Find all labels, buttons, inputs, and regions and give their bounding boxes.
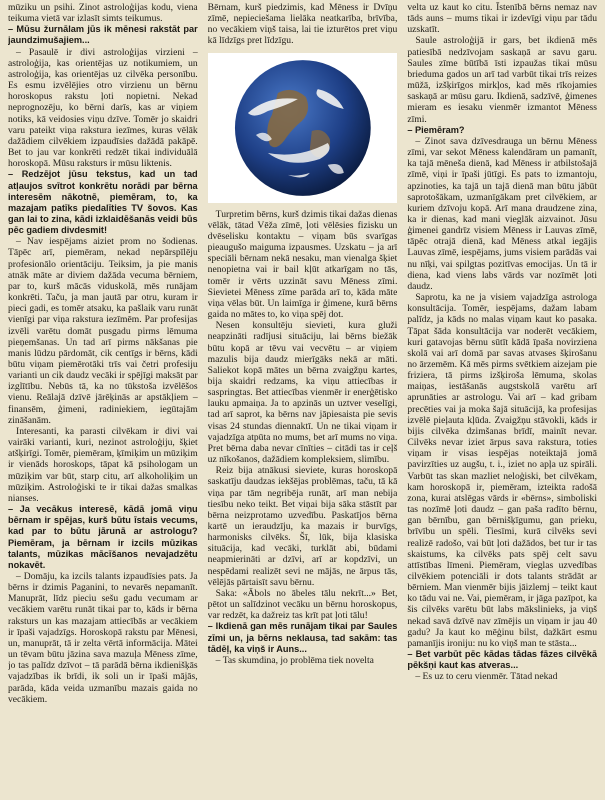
interview-question: – Mūsu žurnālam jūs ik mēnesi rakstāt par jaundzimušajiem... xyxy=(8,24,198,46)
paragraph: – Zinot sava dzīvesdrauga un bērnu Mēness zīmi, var sekot Mēness kalendāram un pamanīt, ka tajā mēneša dienā, kad Mēness ir atbilstošajā zīmē, viņi ir īpaši jūtīgi. Es pats to izmantoju, apzinoties, ka tajā un tajā dienā man būtu jābūt saprotošākam, uzmanīgākam pret cilvēkiem, ar kuriem dzīvoju kopā. Arī mana draudzene zina, ka ir dienas, kad mani vieglāk aizvainot. Jūsu ģimenei gandrīz visiem Mēness ir Lauvas zīmē, tāpēc otrajā dienā, kad Mēness atkal iegājis Lauvas zīmē, iespējams, jums visiem parādās vai nu nīķi, vai spilgtas pozitīvas emocijas. Un tā ir diena, kad viens labs vārds var nozīmēt ļoti daudz. xyxy=(407,135,598,292)
interview-question: – Bet varbūt pēc kādas tādas fāzes cilvēkā pēkšņi kaut kas atveras... xyxy=(407,649,598,671)
interview-question: – Redzējot jūsu tekstus, kad un tad atļaujos svītrot konkrētu norādi par bērna interesēm nākotnē, piemēram, to, ka mazajam patīks piedalīties TV šovos. Kas gan lai to zina, kādi izklaidēšanās veidi būs pēc gadiem divdesmit! xyxy=(8,169,198,236)
interview-question: – Ja vecākus interesē, kādā jomā viņu bērnam ir spējas, kurš būtu īstais vecums, kad par to būtu jārunā ar astrologu? Piemēram, ja bērnam ir izcils mūzikas talants, mūzikas mācīšanos nevajadzētu nokavēt. xyxy=(8,504,198,570)
paragraph: Interesanti, ka parasti cilvēkam ir divi vai vairāki varianti, kuri, nezinot astroloģiju, šķiet atšķirīgi. Tomēr, piemēram, ķīmiķim un mūziķim ir vienāds horoskops, tāpat kā psihologam un mūziķim var būt, starp citu, arī alkoholiķim un mūziķim. Astroloģiski te ir tikai dažas smalkas nianses. xyxy=(8,425,198,504)
text-column-3 xyxy=(407,2,597,800)
interview-question: – Ikdienā gan mēs runājam tikai par Saules zīmi un, ja bērns neklausa, tad sakām: tas tādēļ, ka viņš ir Auns... xyxy=(207,621,398,654)
paragraph: – Es uz to ceru vienmēr. Tātad nekad xyxy=(415,671,558,683)
paragraph: – Tas skumdina, jo problēma tiek novelta xyxy=(215,654,374,666)
paragraph: – Domāju, ka izcils talants izpaudīsies pats. Ja bērns ir dzimis Paganini, to nevarēs nepamanīt. Manuprāt, līdz pieciu sešu gadu vecumam ar vecākiem varētu runāt tikai par to, kāds ir bērna raksturs un kas mazajam attiecībās ar vecākiem ir īpaši vajadzīgs. Horoskopā rakstu par Mēnesi, un, manuprāt, tā ir zelta vērtā informācija. Mātei un tēvam būtu jāzina sava mazuļa Mēness zīme, jo tas palīdz dzīvot – tā parādā bērna ikdienišķās vajadzības ik brīdi, ik soli un ir īpaši mājās, parāda, kāda veida uzmanību mazais gaida no vecākiem. xyxy=(8,570,198,705)
paragraph: Saprotu, ka ne ja visiem vajadzīga astrologa konsultācija. Tomēr, iespējams, dažam labam palīdz, ja kāds no malas viņam kaut ko pasaka. Tāpat šāda konsultācija var noderēt vecākiem, kuri gatavojas bērnu sūtīt kādā īpaša novirziena skolā vai arī domā par savas atvases šķirošanu no ārzemēm. Kā mēs pirms svētkiem aizejam pie friziera, tā pirms izšķiroša lēmuma, skolas maiņas, iestāšanās augstskolā varētu arī aprunāties ar astrologu. Vai arī – kad gribam precēties vai ja moka šajā situācijā, ka profesijas izvēlē pieļauta kļūda. Zvaigžņu stāvokli, kāds ir bijis cilvēka dzimšanas brīdī, mainīt nevar. Cilvēks nevar iziet ārpus sava rakstura, toties viņam ir visas iespējas noteiktajā jomā pavirzīties uz augšu, t. i., iziet no apļa uz spirāli. Varbūt tas skan mazliet neloģiski, bet cilvēkam, kam horoskopā ir, piemēram, izteikta radošā zona, kurai atslēgas vārds ir «bērns», simboliski tas nozīmē ļoti daudz – gan paša radīto bērnu, gan bērnību, gan bērnišķīgumu, gan prieku, brīvību un spēli. Tiesīmi, kurā cilvēks sevi realizē radošo, vai būt ļoti dažādos, bet tur ir tas skaistums, ka cilvēks pats spēj celt savu attīstības līmeni. Piemēram, vieglas uzvedības cilvēkiem potenciāli ir dots talants strādāt ar bērniem. Man vienmēr bijis jāizlemj – teikt kaut ko tādu vai ne. Vai, piemēram, ir jāga pazīpot, ka šis cilvēks varētu būt labs mākslinieks, ja viņš nekad savā dzīvē nav zīmējis un viņam ir jau 40 gadu? Ja kaut ko mēģinu bilst, dažkārt esmu pamanījis ironiju: nu ko viņš man te stāsta... xyxy=(407,292,598,649)
paragraph: Turpretim bērns, kurš dzimis tikai dažas dienas vēlāk, tātad Vēža zīmē, ļoti vēlēsies fizisku un dvēselisku kontaktu – viņam būs svarīgas pieaugušo maiguma izpausmes. Uzskatu – ja arī speciāli bērnam nekā nesaku, man vienalga šķiet nenopietna vai ir bail kļūt atkarīgam no tās, tomēr ir vērts uzzināt savu Mēness zīmi. Sievietei Mēness zīme parāda arī to, kāda māte viņa vēlas būt. Un laimīga ir ģimene, kurā bērns gaida no mātes to, ko viņa spēj dot. xyxy=(207,208,398,321)
paragraph: Saka: «Ābols no ābeles tālu nekrīt...» Bet, pētot un salīdzinot vecāku un bērnu horoskopus, var redzēt, ka dažreiz tas krīt pat ļoti tālu! xyxy=(207,587,398,622)
text-column-1 xyxy=(8,2,198,800)
paragraph: – Nav iespējams aiziet prom no šodienas. Tāpēc arī, piemēram, nekad nepārspīlēju profesionālo orientāciju. Teiksim, ja pie manis atnāk māte ar diviem dažāda vecuma bērniem, par to, kurš mācās viduskolā, mēs runājam konkrēti. Taču, ja man jautā par otru, kuram ir pieci gadi, es tomēr atsaku, ka pašlaik varu runāt vienīgi par viņa rakstura iezīmēm. Par profesijas izvēli varētu domāt pusgadu pirms lēmuma pieņemšanas. Un tad arī pirms nākšanas pie manis lūdzu pārdomāt, cik centīgs ir bērns, kādi būtu viņam piemērotāki trīs vai četri profesiju varianti un cik daudz vecāki ir spējīgi maksāt par izglītību. Nebūs tā, ka no tūkstoša izvēlēšos vienu. Reālajā dzīvē jārēķinās ar apstākļiem – finansēm, ģimeni, radiniekiem, iegūtajām zināšanām. xyxy=(8,236,198,426)
paragraph: Reiz bija atnākusi sieviete, kuras horoskopā saskatīju daudzas iekšējas problēmas, taču, tā kā viņa par tām negribēja runāt, arī man nebija tiesību neko teikt. Bet viņai bija sāka stāstīt par bērna neizprotamo uzvedību. Paskatījos bērna kartē un ieraudzīju, ka mazais ir burvīgs, harmonisks cilvēks. Šī, lūk, bija klasiska situācija, kad vecāki, turklāt abi, būdami neapmierināti ar dzīvi, arī ar kopdzīvi, un nespēdami realizēt sevi ne mājās, ne ārpus tās, vēlējās pārtaisīt savu bērnu. xyxy=(207,465,398,588)
paragraph: velta uz kaut ko citu. Īstenībā bērns nemaz nav tāds auns – mums tikai ir izdevīgi viņu par tādu uzskatīt. xyxy=(407,2,598,36)
paragraph: Saule astroloģijā ir gars, bet ikdienā mēs patiesībā nedzīvojam saskaņā ar savu garu. Saules zīme būtībā īsti izpaužas tikai mūsu brieduma gados un arī tad varbūt tikai trīs reizes mūžā, izšķirīgos mirkļos, kad mēs rīkojamies saskaņā ar mūsu garu. Ikdienā, sadzīvē, ģimenes mieram es iesaku vienmēr izmantot Mēness zīmi. xyxy=(407,35,598,125)
paragraph: Nesen konsultēju sievieti, kura gluži neapzināti radījusi situāciju, lai bērns biežāk būtu kopā ar tēvu vai vecvētu – ar viņiem mazulis bija daudz mierīgāks nekā ar māti. Saliekot kopā mātes un bērna zvaigžņu kartes, bija skaidri redzams, ka viņu attiecības ir saspringtas. Bet attiecības vienmēr ir enerģētisko lauku apmaiņa. Ja to apzinās un uztver veselīgi, tad arī saprot, ka bērns nav jāpiesaista pie sevis visas 24 stundas diennaktī. Un ne tikai viņam ir vajadzīga atpūta no mums, bet arī mums no viņa. Pret bērna daba nevar cīnīties – citādi tas ir ceļš uz nīkošanos, dažādiem kompleksiem, slimību. xyxy=(207,320,398,466)
earth-globe-icon xyxy=(208,53,398,203)
paragraph: – Pasaulē ir divi astroloģijas virzieni – astroloģija, kas orientējas uz notikumiem, un astroloģija, kas orientējas uz cilvēka personību. Es esmu izvēlējies otro virzienu un bērnu horoskopus rakstu ļoti nopietni. Nekad neprognozēju, ko bērni darīs, kas ar viņiem notiks, kā veidosies viņu dzīve. Tomēr jo skaidri varu pateikt viņa rakstura iezīmes, kuras vēlāk dažādiem cilvēkiem izpaudīsies dažādā pakāpē. Bet to jau var konkrēti redzēt tikai individuālā horoskopā. Mūsu raksturs ir mūsu liktenis. xyxy=(8,46,198,170)
earth-globe-photo xyxy=(208,53,398,203)
paragraph: mūziku un psihi. Zinot astroloģijas kodu, viena teikuma vietā var izlasīt simts teikumus. xyxy=(8,2,198,25)
paragraph: Bērnam, kurš piedzimis, kad Mēness ir Dvīņu zīmē, nepieciešama lielāka neatkarība, brīvība, no vecākiem viņš taisa, lai tie izturētos pret viņu kā līdzīgs pret līdzīgu. xyxy=(207,2,398,47)
interview-question: – Piemēram? xyxy=(407,124,465,135)
text-column-2 xyxy=(208,2,398,800)
